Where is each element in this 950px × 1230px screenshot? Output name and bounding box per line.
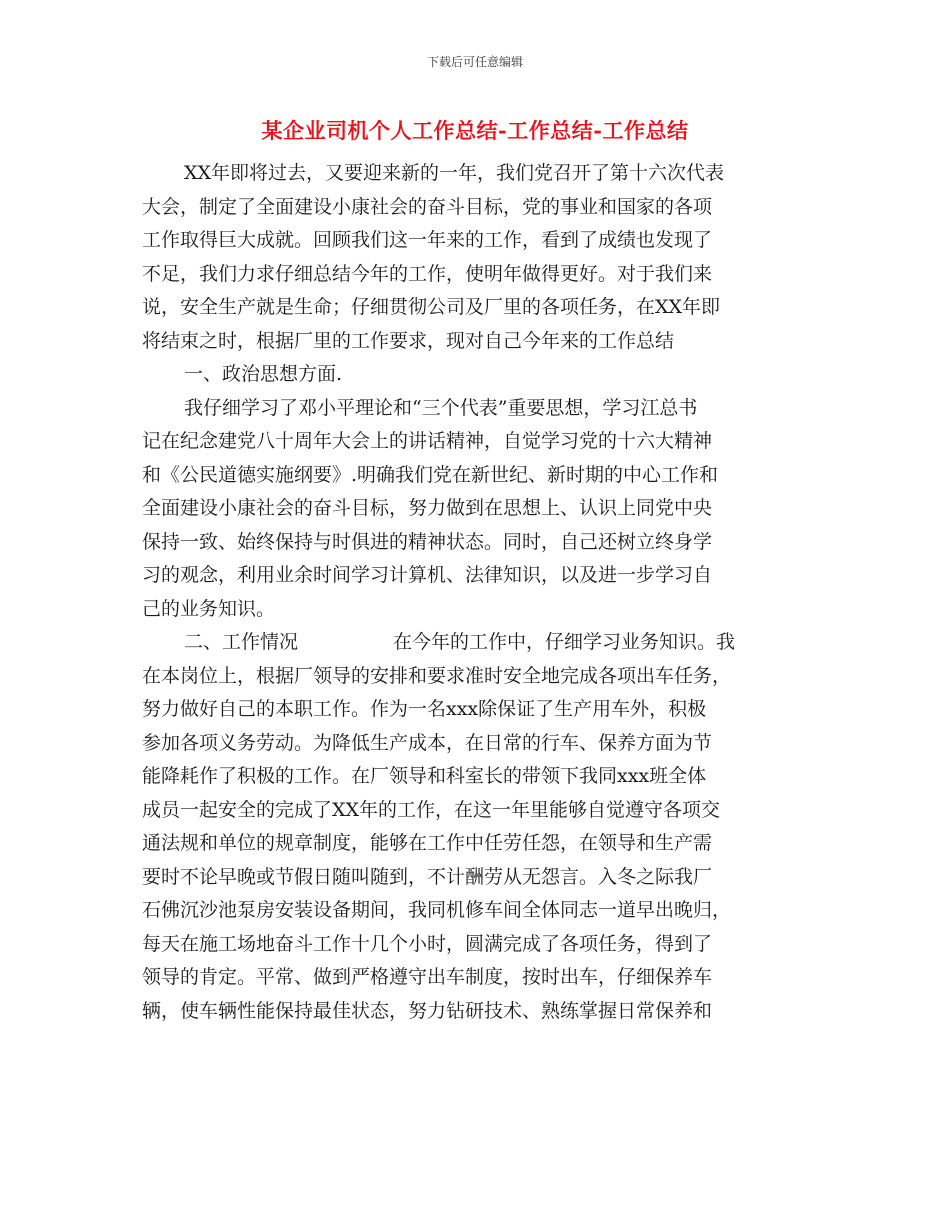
paragraph-line: 工作取得巨大成就。回顾我们这一年来的工作，看到了成绩也发现了 [142, 229, 713, 251]
paragraph-line: 在本岗位上，根据厂领导的安排和要求准时安全地完成各项出车任务， [142, 664, 732, 687]
paragraph-line: 己的业务知识。 [142, 597, 276, 620]
header-note: 下载后可任意编辑 [426, 55, 523, 69]
paragraph-line: 全面建设小康社会的奋斗目标，努力做到在思想上、认识上同党中央 [142, 497, 713, 519]
paragraph-line: 辆，使车辆性能保持最佳状态，努力钻研技术、熟练掌握日常保养和 [142, 999, 713, 1022]
paragraph-line: 成员一起安全的完成了XX年的工作，在这一年里能够自觉遵守各项交 [142, 798, 721, 821]
section-heading-line [142, 626, 806, 660]
paragraph-line: 通法规和单位的规章制度，能够在工作中任劳任怨，在领导和生产需 [142, 832, 713, 854]
paragraph-line: 大会，制定了全面建设小康社会的奋斗目标，党的事业和国家的各项 [142, 195, 713, 218]
paragraph-line: 能降耗作了积极的工作。在厂领导和科室长的带领下我同xxx班全体 [142, 765, 707, 787]
section-heading: 二、工作情况 [184, 631, 299, 653]
paragraph-line: 和《公民道德实施纲要》.明确我们党在新世纪、新时期的中心工作和 [142, 463, 719, 486]
paragraph-line: 要时不论早晚或节假日随叫随到，不计酬劳从无怨言。入冬之际我厂 [142, 865, 713, 888]
document-body [142, 157, 806, 1028]
paragraph-line: XX年即将过去，又要迎来新的一年，我们党召开了第十六次代表 [184, 162, 725, 184]
paragraph-line: 保持一致、始终保持与时俱进的精神状态。同时，自己还树立终身学 [142, 530, 713, 553]
section-heading: 一、政治思想方面. [184, 363, 343, 385]
paragraph-line: 努力做好自己的本职工作。作为一名xxx除保证了生产用车外，积极 [142, 698, 707, 720]
paragraph-line: 在今年的工作中，仔细学习业务知识。我 [393, 631, 736, 653]
paragraph-line: 参加各项义务劳动。为降低生产成本，在日常的行车、保养方面为节 [142, 731, 713, 754]
paragraph-line: 石佛沉沙池泵房安装设备期间，我同机修车间全体同志一道早出晚归， [142, 899, 732, 921]
paragraph-line: 说，安全生产就是生命；仔细贯彻公司及厂里的各项任务，在XX年即 [142, 296, 721, 318]
paragraph-line: 习的观念，利用业余时间学习计算机、法律知识，以及进一步学习自 [142, 564, 713, 586]
paragraph-line: 将结束之时，根据厂里的工作要求，现对自己今年来的工作总结 [142, 329, 675, 352]
document-title: 某企业司机个人工作总结-工作总结-工作总结 [261, 118, 689, 143]
paragraph-line: 每天在施工场地奋斗工作十几个小时，圆满完成了各项任务，得到了 [142, 932, 713, 955]
paragraph-line: 我仔细学习了邓小平理论和“三个代表”重要思想，学习江总书 [184, 396, 698, 419]
paragraph-line: 领导的肯定。平常、做到严格遵守出车制度，按时出车，仔细保养车 [142, 966, 713, 988]
paragraph-line: 记在纪念建党八十周年大会上的讲话精神，自觉学习党的十六大精神 [142, 430, 713, 452]
paragraph-line: 不足，我们力求仔细总结今年的工作，使明年做得更好。对于我们来 [142, 262, 713, 285]
